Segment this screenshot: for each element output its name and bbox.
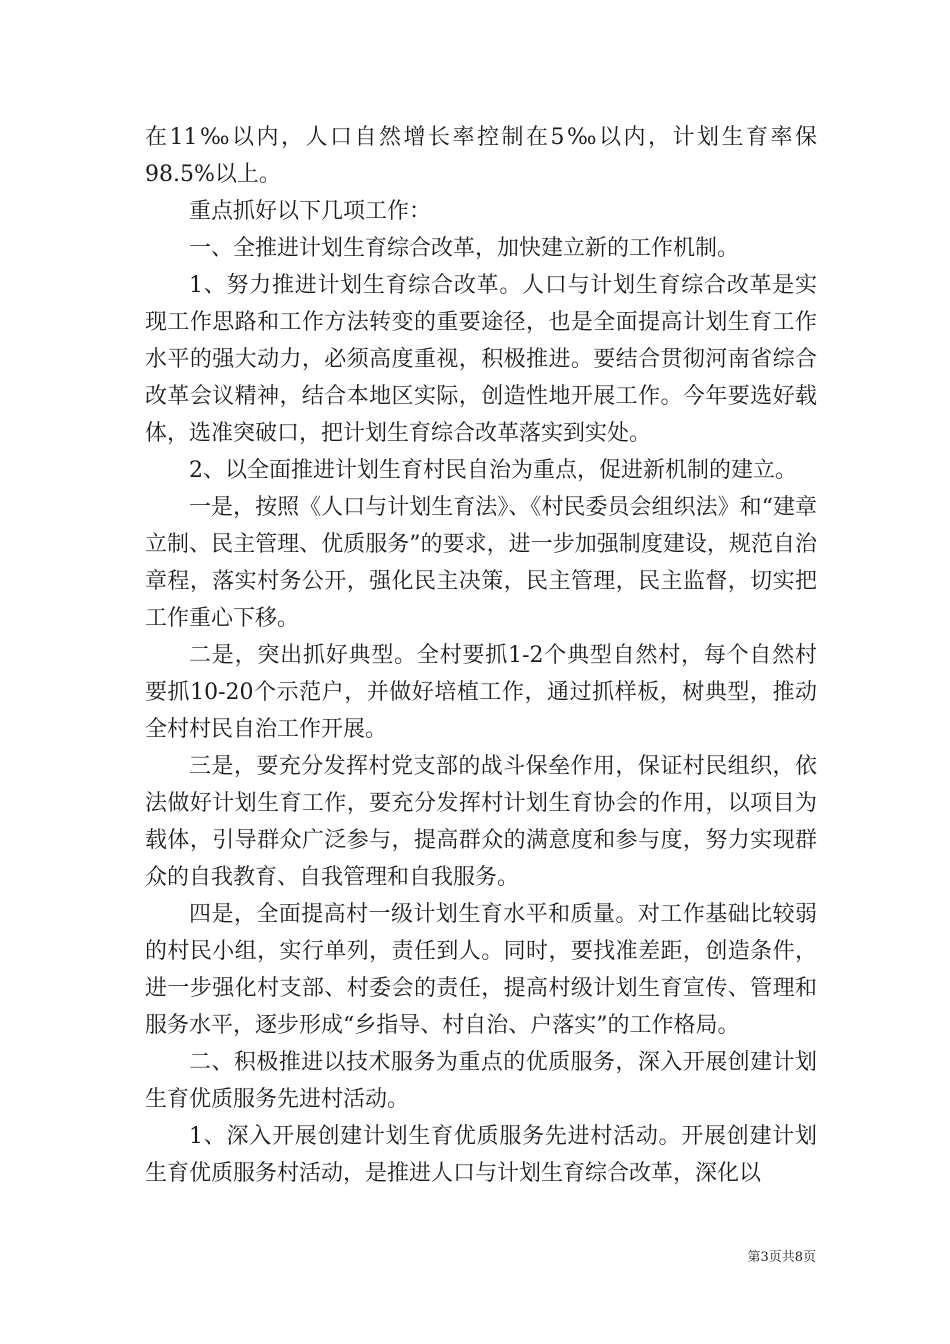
- paragraph-targets: 在11‰以内，人口自然增长率控制在5‰以内，计划生育率保98.5%以上。: [145, 125, 817, 187]
- paragraph-comprehensive-reform: 1、努力推进计划生育综合改革。人口与计划生育综合改革是实现工作思路和工作方法转变的重要途径，也是全面提高计划生育工作水平的强大动力，必须高度重视，积极推进。要结合贯彻河南省综合改革会议精神，结合本地区实际，创造性地开展工作。今年要选好载体，选准突破口，把计划生育综合改革落实到实处。: [145, 273, 817, 446]
- paragraph-village-autonomy: 2、以全面推进计划生育村民自治为重点，促进新机制的建立。: [189, 458, 797, 483]
- paragraph-point-one: 一是，按照《人口与计划生育法》、《村民委员会组织法》和“建章立制、民主管理、优质服务”的要求，进一步加强制度建设，规范自治章程，落实村务公开，强化民主决策，民主管理，民主监督，切实把工作重心下移。: [145, 495, 817, 631]
- paragraph-point-four: 四是，全面提高村一级计划生育水平和质量。对工作基础比较弱的村民小组，实行单列，责任到人。同时，要找准差距，创造条件，进一步强化村支部、村委会的责任，提高村级计划生育宣传、管理和服务水平，逐步形成“乡指导、村自治、户落实”的工作格局。: [145, 902, 817, 1038]
- document-body: [145, 119, 817, 1192]
- page-number-footer: 第3页共8页: [747, 1250, 816, 1265]
- paragraph-point-three: 三是，要充分发挥村党支部的战斗保垒作用，保证村民组织，依法做好计划生育工作，要充分发挥村计划生育协会的作用，以项目为载体，引导群众广泛参与，提高群众的满意度和参与度，努力实现群众的自我教育、自我管理和自我服务。: [145, 754, 817, 890]
- paragraph-quality-service: 1、深入开展创建计划生育优质服务先进村活动。开展创建计划生育优质服务村活动，是推进人口与计划生育综合改革，深化以: [145, 1124, 817, 1186]
- heading-section-one: 一、全推进计划生育综合改革，加快建立新的工作机制。: [189, 236, 740, 261]
- paragraph-key-tasks: 重点抓好以下几项工作：: [189, 199, 432, 224]
- paragraph-point-two: 二是，突出抓好典型。全村要抓1-2个典型自然村，每个自然村要抓10-20个示范户，并做好培植工作，通过抓样板，树典型，推动全村村民自治工作开展。: [145, 643, 817, 742]
- heading-section-two: 二、积极推进以技术服务为重点的优质服务，深入开展创建计划生育优质服务先进村活动。: [145, 1050, 817, 1112]
